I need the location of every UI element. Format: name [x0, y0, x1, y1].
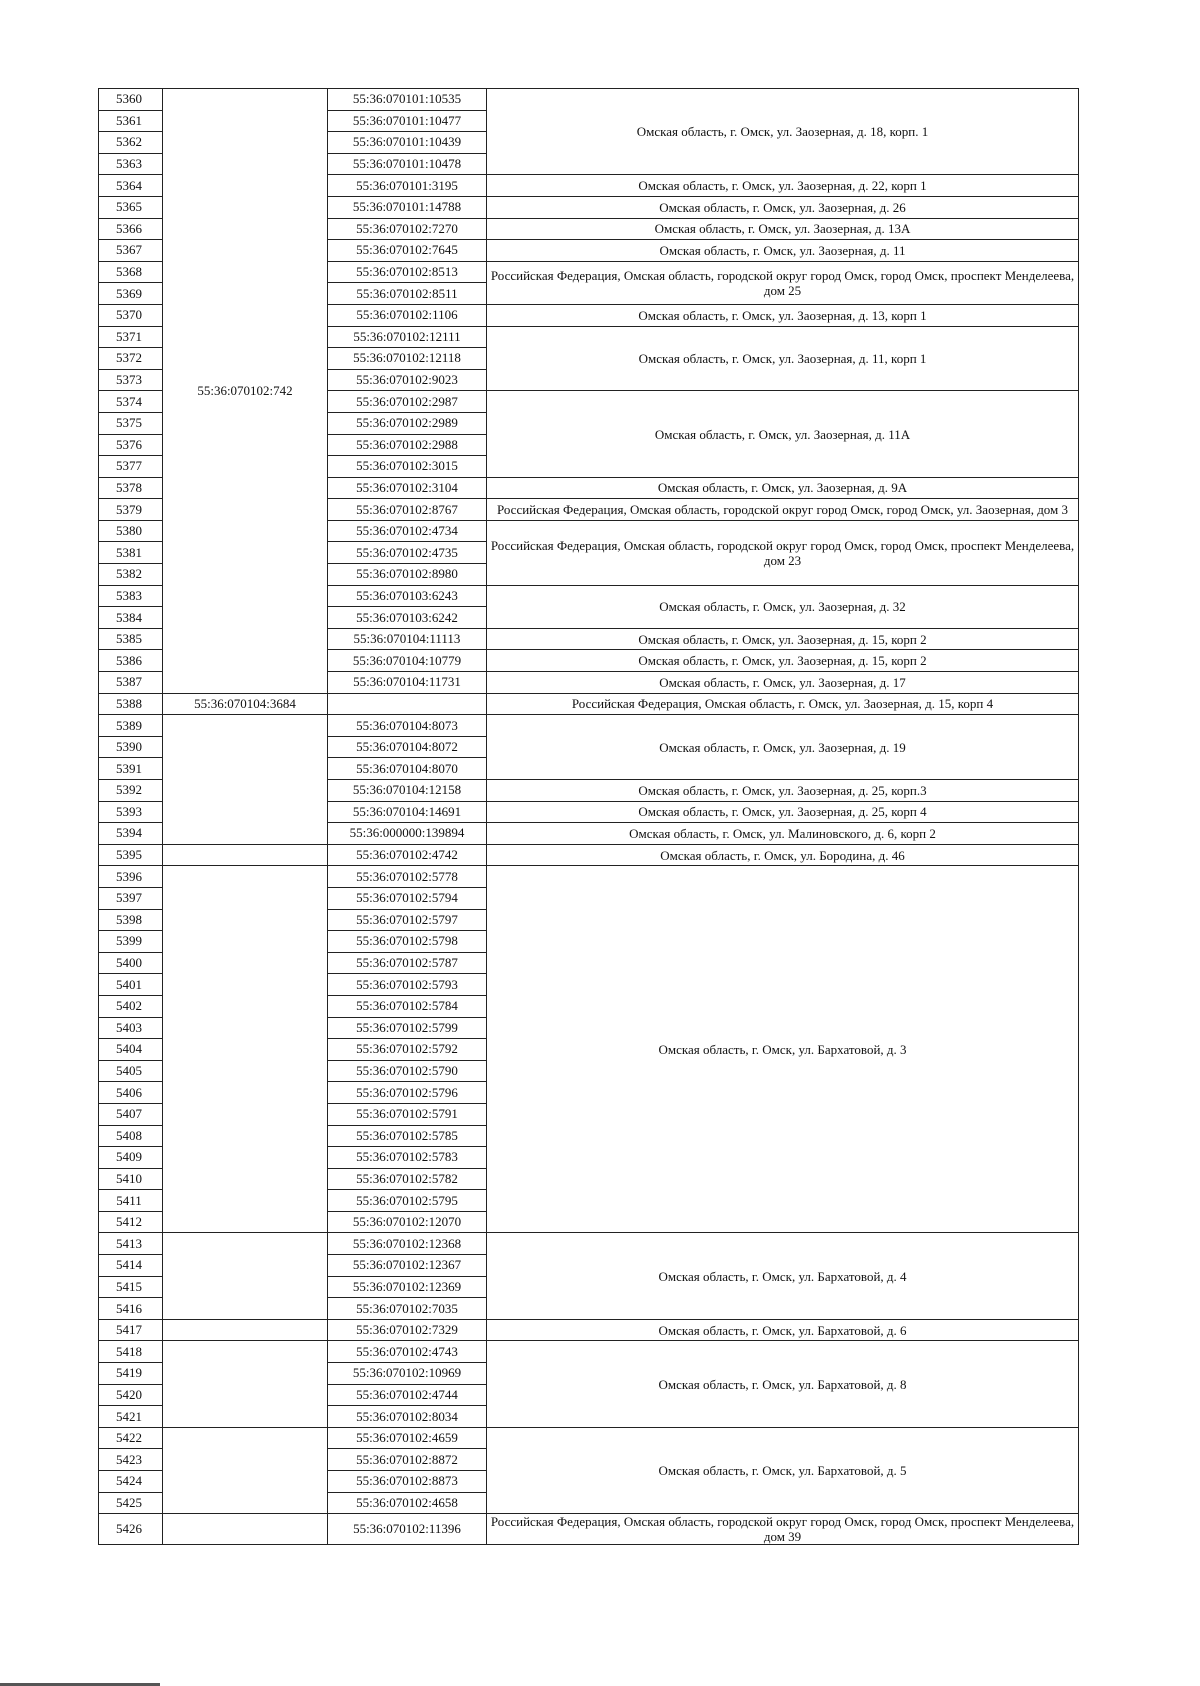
- address: Омская область, г. Омск, ул. Заозерная, д. 11: [487, 240, 1079, 262]
- cadastral-number: 55:36:070102:11396: [328, 1514, 487, 1545]
- cadastral-number: 55:36:070104:11731: [328, 672, 487, 694]
- row-number: 5374: [99, 391, 163, 413]
- row-number: 5364: [99, 175, 163, 197]
- row-number: 5408: [99, 1125, 163, 1147]
- cadastral-number: 55:36:070102:3104: [328, 477, 487, 499]
- address: Омская область, г. Омск, ул. Заозерная, д. 13, корп 1: [487, 304, 1079, 326]
- row-number: 5416: [99, 1298, 163, 1320]
- address: Омская область, г. Омск, ул. Заозерная, д. 15, корп 2: [487, 650, 1079, 672]
- cadastral-number: 55:36:070104:11113: [328, 628, 487, 650]
- row-number: 5368: [99, 261, 163, 283]
- cadastral-number: 55:36:070103:6243: [328, 585, 487, 607]
- cadastral-number: 55:36:070104:8070: [328, 758, 487, 780]
- address: Российская Федерация, Омская область, городской округ город Омск, город Омск, проспект Менделеева, дом 39: [487, 1514, 1079, 1545]
- cadastral-number: 55:36:070102:12369: [328, 1276, 487, 1298]
- table-row: [99, 1514, 1079, 1545]
- cadastral-number: 55:36:070102:8034: [328, 1406, 487, 1428]
- parent-cadastral-number: [163, 1514, 328, 1545]
- cadastral-number: 55:36:070102:4659: [328, 1427, 487, 1449]
- row-number: 5425: [99, 1492, 163, 1514]
- row-number: 5381: [99, 542, 163, 564]
- cadastral-number: 55:36:070102:2988: [328, 434, 487, 456]
- row-number: 5410: [99, 1168, 163, 1190]
- table-row: [99, 89, 1079, 111]
- row-number: 5421: [99, 1406, 163, 1428]
- cadastral-number: 55:36:070102:4742: [328, 844, 487, 866]
- address: Российская Федерация, Омская область, городской округ город Омск, город Омск, ул. Заозерная, дом 3: [487, 499, 1079, 521]
- row-number: 5420: [99, 1384, 163, 1406]
- cadastral-number: 55:36:070102:9023: [328, 369, 487, 391]
- cadastral-number: 55:36:070101:10478: [328, 153, 487, 175]
- cadastral-number: 55:36:070102:5799: [328, 1017, 487, 1039]
- address: Омская область, г. Омск, ул. Заозерная, д. 22, корп 1: [487, 175, 1079, 197]
- row-number: 5370: [99, 304, 163, 326]
- address: Российская Федерация, Омская область, г. Омск, ул. Заозерная, д. 15, корп 4: [487, 693, 1079, 715]
- parent-cadastral-number: [163, 1319, 328, 1341]
- row-number: 5418: [99, 1341, 163, 1363]
- row-number: 5362: [99, 132, 163, 154]
- cadastral-number: 55:36:070102:7645: [328, 240, 487, 262]
- row-number: 5384: [99, 607, 163, 629]
- cadastral-number: 55:36:070102:4658: [328, 1492, 487, 1514]
- address: Омская область, г. Омск, ул. Заозерная, д. 17: [487, 672, 1079, 694]
- row-number: 5398: [99, 909, 163, 931]
- cadastral-number: 55:36:070102:10969: [328, 1363, 487, 1385]
- address: Омская область, г. Омск, ул. Заозерная, д. 9А: [487, 477, 1079, 499]
- cadastral-number: 55:36:070102:5792: [328, 1039, 487, 1061]
- table-row: [99, 866, 1079, 888]
- cadastral-number: 55:36:070102:2987: [328, 391, 487, 413]
- address: Омская область, г. Омск, ул. Бархатовой, д. 6: [487, 1319, 1079, 1341]
- parent-cadastral-number: 55:36:070104:3684: [163, 693, 328, 715]
- document-page: [98, 88, 1078, 1545]
- cadastral-number: 55:36:070102:5791: [328, 1103, 487, 1125]
- cadastral-number: 55:36:070102:5794: [328, 887, 487, 909]
- cadastral-number: 55:36:070102:12111: [328, 326, 487, 348]
- row-number: 5397: [99, 887, 163, 909]
- row-number: 5422: [99, 1427, 163, 1449]
- address: Омская область, г. Омск, ул. Заозерная, д. 32: [487, 585, 1079, 628]
- row-number: 5390: [99, 736, 163, 758]
- row-number: 5378: [99, 477, 163, 499]
- row-number: 5394: [99, 823, 163, 845]
- address: Российская Федерация, Омская область, городской округ город Омск, город Омск, проспект Менделеева, дом 25: [487, 261, 1079, 304]
- table-row: [99, 1319, 1079, 1341]
- row-number: 5426: [99, 1514, 163, 1545]
- cadastral-number: 55:36:070102:3015: [328, 456, 487, 478]
- address: Омская область, г. Омск, ул. Малиновского, д. 6, корп 2: [487, 823, 1079, 845]
- address: Омская область, г. Омск, ул. Заозерная, д. 25, корп 4: [487, 801, 1079, 823]
- row-number: 5369: [99, 283, 163, 305]
- cadastral-number: 55:36:070102:5790: [328, 1060, 487, 1082]
- address: Омская область, г. Омск, ул. Заозерная, д. 11, корп 1: [487, 326, 1079, 391]
- parent-cadastral-number: [163, 866, 328, 1233]
- parent-cadastral-number: [163, 844, 328, 866]
- row-number: 5404: [99, 1039, 163, 1061]
- row-number: 5386: [99, 650, 163, 672]
- cadastral-number: 55:36:070102:8511: [328, 283, 487, 305]
- row-number: 5405: [99, 1060, 163, 1082]
- address: Омская область, г. Омск, ул. Бархатовой, д. 3: [487, 866, 1079, 1233]
- address: Омская область, г. Омск, ул. Заозерная, д. 26: [487, 196, 1079, 218]
- table-row: [99, 693, 1079, 715]
- cadastral-number: 55:36:070103:6242: [328, 607, 487, 629]
- address: Омская область, г. Омск, ул. Бархатовой, д. 5: [487, 1427, 1079, 1513]
- row-number: 5401: [99, 974, 163, 996]
- row-number: 5392: [99, 780, 163, 802]
- row-number: 5376: [99, 434, 163, 456]
- cadastral-number: [328, 693, 487, 715]
- cadastral-number: 55:36:000000:139894: [328, 823, 487, 845]
- cadastral-number: 55:36:070102:5782: [328, 1168, 487, 1190]
- row-number: 5414: [99, 1255, 163, 1277]
- cadastral-number: 55:36:070102:12118: [328, 348, 487, 370]
- table-row: [99, 715, 1079, 737]
- cadastral-number: 55:36:070104:8072: [328, 736, 487, 758]
- cadastral-number: 55:36:070102:5784: [328, 995, 487, 1017]
- cadastral-number: 55:36:070102:7035: [328, 1298, 487, 1320]
- cadastral-number: 55:36:070104:10779: [328, 650, 487, 672]
- cadastral-number: 55:36:070101:3195: [328, 175, 487, 197]
- cadastral-number: 55:36:070102:4735: [328, 542, 487, 564]
- row-number: 5407: [99, 1103, 163, 1125]
- row-number: 5413: [99, 1233, 163, 1255]
- parent-cadastral-number: [163, 1233, 328, 1319]
- row-number: 5379: [99, 499, 163, 521]
- row-number: 5396: [99, 866, 163, 888]
- address: Омская область, г. Омск, ул. Заозерная, д. 18, корп. 1: [487, 89, 1079, 175]
- row-number: 5366: [99, 218, 163, 240]
- row-number: 5385: [99, 628, 163, 650]
- cadastral-number: 55:36:070102:4744: [328, 1384, 487, 1406]
- cadastral-number: 55:36:070102:5795: [328, 1190, 487, 1212]
- row-number: 5389: [99, 715, 163, 737]
- row-number: 5382: [99, 564, 163, 586]
- cadastral-number: 55:36:070101:10439: [328, 132, 487, 154]
- table-row: [99, 1233, 1079, 1255]
- address: Омская область, г. Омск, ул. Бархатовой, д. 4: [487, 1233, 1079, 1319]
- cadastral-number: 55:36:070102:8513: [328, 261, 487, 283]
- table-body: [99, 89, 1079, 1545]
- cadastral-number: 55:36:070101:10535: [328, 89, 487, 111]
- cadastral-number: 55:36:070102:5797: [328, 909, 487, 931]
- cadastral-number: 55:36:070102:5798: [328, 931, 487, 953]
- cadastral-number: 55:36:070102:8873: [328, 1471, 487, 1493]
- cadastral-number: 55:36:070102:12367: [328, 1255, 487, 1277]
- row-number: 5365: [99, 196, 163, 218]
- cadastral-number: 55:36:070104:12158: [328, 780, 487, 802]
- address: Омская область, г. Омск, ул. Заозерная, д. 13А: [487, 218, 1079, 240]
- cadastral-number: 55:36:070104:8073: [328, 715, 487, 737]
- cadastral-number: 55:36:070102:5793: [328, 974, 487, 996]
- cadastral-number: 55:36:070102:5783: [328, 1147, 487, 1169]
- cadastral-number: 55:36:070102:2989: [328, 412, 487, 434]
- row-number: 5393: [99, 801, 163, 823]
- cadastral-number: 55:36:070102:1106: [328, 304, 487, 326]
- cadastral-number: 55:36:070102:7270: [328, 218, 487, 240]
- cadastral-number: 55:36:070102:5778: [328, 866, 487, 888]
- row-number: 5380: [99, 520, 163, 542]
- row-number: 5371: [99, 326, 163, 348]
- cadastral-number: 55:36:070102:12368: [328, 1233, 487, 1255]
- cadastral-number: 55:36:070102:8872: [328, 1449, 487, 1471]
- row-number: 5395: [99, 844, 163, 866]
- row-number: 5403: [99, 1017, 163, 1039]
- parent-cadastral-number: 55:36:070102:742: [163, 89, 328, 694]
- row-number: 5417: [99, 1319, 163, 1341]
- cadastral-number: 55:36:070101:14788: [328, 196, 487, 218]
- row-number: 5383: [99, 585, 163, 607]
- cadastral-number: 55:36:070102:4734: [328, 520, 487, 542]
- cadastral-number: 55:36:070102:8980: [328, 564, 487, 586]
- row-number: 5377: [99, 456, 163, 478]
- row-number: 5361: [99, 110, 163, 132]
- row-number: 5424: [99, 1471, 163, 1493]
- row-number: 5388: [99, 693, 163, 715]
- address: Омская область, г. Омск, ул. Заозерная, д. 15, корп 2: [487, 628, 1079, 650]
- row-number: 5360: [99, 89, 163, 111]
- row-number: 5411: [99, 1190, 163, 1212]
- cadastral-number: 55:36:070102:5796: [328, 1082, 487, 1104]
- row-number: 5409: [99, 1147, 163, 1169]
- row-number: 5372: [99, 348, 163, 370]
- table-row: [99, 1427, 1079, 1449]
- address: Омская область, г. Омск, ул. Заозерная, д. 19: [487, 715, 1079, 780]
- row-number: 5367: [99, 240, 163, 262]
- address: Российская Федерация, Омская область, городской округ город Омск, город Омск, проспект Менделеева, дом 23: [487, 520, 1079, 585]
- cadastral-number: 55:36:070102:8767: [328, 499, 487, 521]
- address: Омская область, г. Омск, ул. Заозерная, д. 25, корп.3: [487, 780, 1079, 802]
- row-number: 5402: [99, 995, 163, 1017]
- row-number: 5387: [99, 672, 163, 694]
- row-number: 5406: [99, 1082, 163, 1104]
- row-number: 5400: [99, 952, 163, 974]
- cadastral-number: 55:36:070104:14691: [328, 801, 487, 823]
- cadastral-number: 55:36:070102:7329: [328, 1319, 487, 1341]
- row-number: 5412: [99, 1211, 163, 1233]
- row-number: 5423: [99, 1449, 163, 1471]
- cadastral-number: 55:36:070102:5787: [328, 952, 487, 974]
- cadastral-number: 55:36:070102:4743: [328, 1341, 487, 1363]
- row-number: 5415: [99, 1276, 163, 1298]
- cadastral-number: 55:36:070101:10477: [328, 110, 487, 132]
- address: Омская область, г. Омск, ул. Бархатовой, д. 8: [487, 1341, 1079, 1427]
- cadastral-table: [98, 88, 1079, 1545]
- row-number: 5363: [99, 153, 163, 175]
- row-number: 5399: [99, 931, 163, 953]
- row-number: 5419: [99, 1363, 163, 1385]
- row-number: 5391: [99, 758, 163, 780]
- parent-cadastral-number: [163, 1341, 328, 1427]
- cadastral-number: 55:36:070102:12070: [328, 1211, 487, 1233]
- address: Омская область, г. Омск, ул. Бородина, д. 46: [487, 844, 1079, 866]
- parent-cadastral-number: [163, 715, 328, 845]
- row-number: 5375: [99, 412, 163, 434]
- row-number: 5373: [99, 369, 163, 391]
- table-row: [99, 1341, 1079, 1363]
- cadastral-number: 55:36:070102:5785: [328, 1125, 487, 1147]
- address: Омская область, г. Омск, ул. Заозерная, д. 11А: [487, 391, 1079, 477]
- table-row: [99, 844, 1079, 866]
- parent-cadastral-number: [163, 1427, 328, 1513]
